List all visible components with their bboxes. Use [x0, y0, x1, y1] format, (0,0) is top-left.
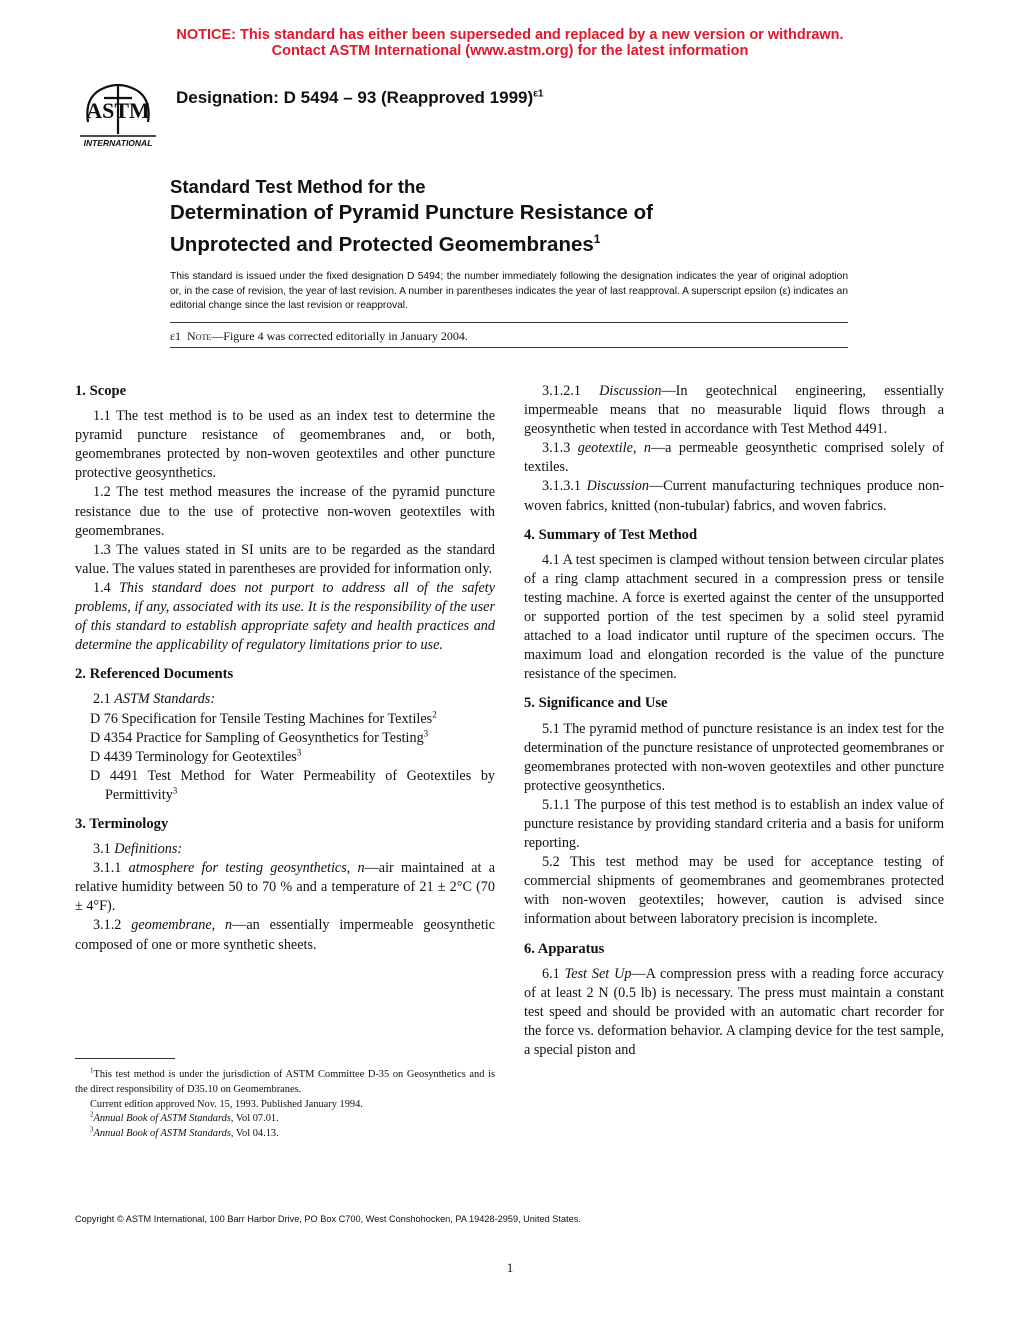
paragraph: 4.1 A test specimen is clamped without tension between circular plates of a ring clamp attachment secured in a compression press or tensile testing machine. A force is exerted against the center of the unsupported or supported portion of the test specimen by a solid steel pyramid attached to a load indicator until rupture of the specimen occurs. The maximum load and elongation recorded is the value of the puncture resistance of the specimen.: [524, 551, 944, 683]
designation: [176, 88, 543, 108]
title-line-1: Standard Test Method for the: [170, 176, 426, 197]
reference-item: D 4439 Terminology for Geotextiles$^3$: [90, 746, 302, 765]
section-heading-apparatus: 6. Apparatus: [524, 940, 605, 957]
divider: [170, 322, 848, 323]
footnote: $^1$This test method is under the jurisdiction of ASTM Committee D-35 on Geosynthetics and is the direct responsibility of D35.10 on Geomembranes.: [75, 1066, 495, 1095]
title-line-2: Determination of Pyramid Puncture Resistance of: [170, 201, 654, 224]
footnote: $^3$Annual Book of ASTM Standards, Vol 04.13.: [90, 1125, 279, 1140]
paragraph: 1.1 The test method is to be used as an index test to determine the pyramid puncture resistance of geomembranes and, or both, geomembranes protected by non-woven geotextiles and other puncture protective geosynthetics.: [75, 408, 495, 482]
designation-text: Designation: D 5494 – 93 (Reapproved 1999): [176, 88, 534, 107]
section-heading-scope: 1. Scope: [75, 383, 127, 399]
paragraph: 3.1.2.1 Discussion—In geotechnical engineering, essentially impermeable means that no measurable liquid flows through a geosynthetic when tested in accordance with Test Method 4491.: [524, 383, 944, 438]
footnote: $^2$Annual Book of ASTM Standards, Vol 07.01.: [90, 1110, 279, 1125]
divider: [170, 347, 848, 348]
withdrawn-notice: [0, 27, 1020, 59]
section-heading-referenced-documents: 2. Referenced Documents: [75, 666, 234, 683]
notice-line-2: Contact ASTM International (www.astm.org) for the latest information: [271, 43, 749, 59]
reference-item: D 4491 Test Method for Water Permeability of Geotextiles by Permittivity$^3$: [90, 767, 496, 803]
designation-epsilon: ε1: [533, 88, 544, 100]
paragraph: 1.4 This standard does not purport to address all of the safety problems, if any, associated with its use. It is the responsibility of the user of this standard to establish appropriate safety and health practices and determine the applicability of regulatory limitations prior to use.: [75, 579, 495, 654]
paragraph: 5.1.1 The purpose of this test method is to establish an index value of puncture resistance by providing standard criteria and a basis for uniform reporting.: [524, 796, 944, 852]
document-title: [170, 174, 653, 258]
notice-line-1: NOTICE: This standard has either been superseded and replaced by a new version or withdrawn.: [176, 27, 844, 43]
page-number: 1: [506, 1260, 514, 1275]
reference-item: D 4354 Practice for Sampling of Geosynthetics for Testing$^3$: [90, 727, 429, 746]
footnote: Current edition approved Nov. 15, 1993. Published January 1994.: [90, 1098, 363, 1110]
title-line-3: Unprotected and Protected Geomembranes$^1$: [170, 232, 601, 256]
reference-item: D 76 Specification for Tensile Testing Machines for Textiles$^2$: [90, 708, 437, 727]
right-column: [524, 382, 944, 1060]
footnotes: [75, 1068, 495, 1142]
paragraph: 3.1 Definitions:: [93, 841, 183, 858]
paragraph: 1.3 The values stated in SI units are to be regarded as the standard value. The values stated in parentheses are provided for information only.: [75, 541, 495, 577]
section-heading-significance: 5. Significance and Use: [524, 695, 668, 712]
issuance-statement: This standard is issued under the fixed designation D 5494; the number immediately following the designation indicates the year of original adoption or, in the case of revision, the year of last revision. A number in parentheses indicates the year of last reapproval. A superscript epsilon (ε) indicates an editorial change since the last revision or reapproval.: [170, 271, 848, 312]
paragraph: 3.1.3.1 Discussion—Current manufacturing techniques produce non-woven fabrics, knitted (non-tubular) fabrics, and woven fabrics.: [524, 478, 945, 514]
paragraph: 3.1.2 geomembrane, n—an essentially impermeable geosynthetic composed of one or more synthetic sheets.: [75, 917, 495, 953]
section-heading-summary: 4. Summary of Test Method: [524, 526, 698, 543]
paragraph: 3.1.3 geotextile, n—a permeable geosynthetic comprised solely of textiles.: [524, 440, 945, 476]
left-column: [75, 382, 495, 955]
paragraph: 5.1 The pyramid method of puncture resistance is an index test for the determination of the puncture resistance of unprotected geomembranes or geomembranes protected with non-woven geotextiles and other puncture protective geosynthetics.: [524, 720, 944, 794]
copyright-line: Copyright © ASTM International, 100 Barr Harbor Drive, PO Box C700, West Conshohocken, PA 19428-2959, United States.: [75, 1214, 581, 1224]
section-heading-terminology: 3. Terminology: [75, 815, 169, 832]
paragraph: 3.1.1 atmosphere for testing geosynthetics, n—air maintained at a relative humidity between 50 to 70 % and a temperature of 21 ± 2°C (70 ± 4°F).: [75, 860, 495, 915]
footnote-divider: [75, 1058, 175, 1059]
logo-letters: ASTM: [86, 98, 150, 123]
editorial-note: ε1 Note—Figure 4 was corrected editorially in January 2004.: [170, 329, 468, 343]
logo-international: INTERNATIONAL: [83, 138, 153, 148]
paragraph: 2.1 ASTM Standards:: [93, 691, 216, 708]
paragraph: 6.1 Test Set Up—A compression press with a reading force accuracy of at least 2 N (0.5 lb) is necessary. The press must maintain a constant test speed and should be provided with an automatic chart recorder for the force vs. deformation behavior. A clamping device for the test sample, a special piston and: [524, 965, 944, 1058]
astm-logo: [74, 78, 162, 150]
title-footnote-ref: 1: [593, 232, 601, 246]
paragraph: 1.2 The test method measures the increase of the pyramid puncture resistance due to the use of protective non-woven geotextiles with geomembranes.: [75, 484, 495, 539]
paragraph: 5.2 This test method may be used for acceptance testing of commercial shipments of geomembranes and geomembranes protected with non-woven geotextiles; however, caution is advised since information about between laboratory precision is incomplete.: [524, 854, 944, 928]
